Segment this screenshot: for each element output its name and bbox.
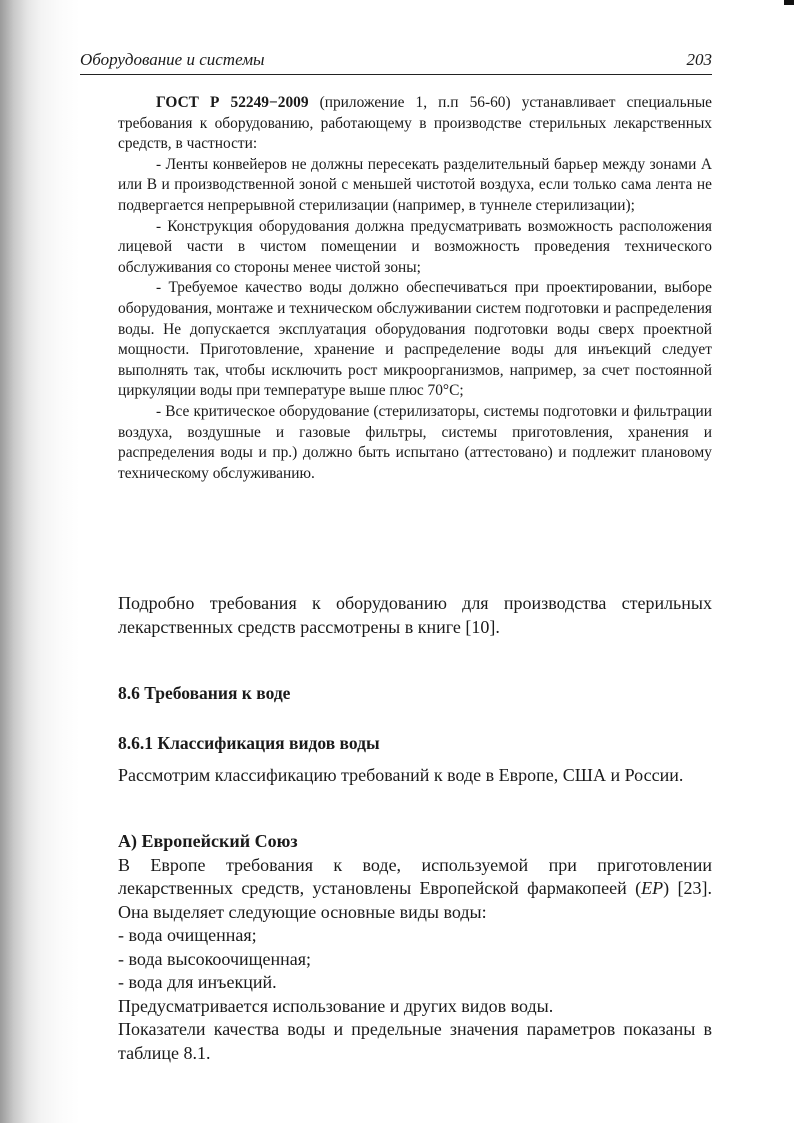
gost-item-design: - Конструкция оборудования должна предусматривать возможность расположения лицевой части в чистом помещении и возможность проведения технического обслуживания со стороны менее чистой зоны; [118, 217, 712, 276]
gost-block [118, 93, 712, 484]
gost-reference: ГОСТ Р 52249−2009 [156, 94, 309, 111]
section-8-6-1-heading: 8.6.1 Классификация видов воды [118, 733, 380, 753]
table-reference-sentence: Показатели качества воды и предельные значения параметров показаны в таблице 8.1. [118, 1019, 712, 1063]
section-8-6-heading: 8.6 Требования к воде [118, 683, 291, 703]
detail-paragraph: Подробно требования к оборудованию для производства стерильных лекарственных средств рассмотрены в книге [10]. [118, 593, 712, 637]
running-head-title: Оборудование и системы [80, 50, 265, 69]
page-number: 203 [686, 50, 712, 69]
eu-intro-text-a: В Европе требования к воде, используемой при приготовлении лекарственных средств, установлены Европейской фармакопеей ( [118, 854, 712, 898]
gost-item-conveyors: - Ленты конвейеров не должны пересекать разделительный барьер между зонами А или В и производственной зоной с меньшей чистотой воздуха, если только сама лента не подвергается непрерывной стерилизации (например, в туннеле стерилизации); [118, 155, 712, 214]
eu-intro-text-b: ) [23]. Она выделяет следующие основные виды воды: [118, 878, 712, 922]
detail-paragraph-block [118, 592, 712, 639]
ep-abbrev: EP [641, 878, 664, 898]
scan-corner-mark [784, 0, 794, 5]
header-rule [80, 74, 712, 75]
water-type-item: - вода для инъекций. [118, 972, 277, 992]
gost-intro-text: (приложение 1, п.п 56-60) устанавливает специальные требования к оборудованию, работающему в производстве стерильных лекарственных средств, в частности: [118, 94, 712, 153]
classification-intro: Рассмотрим классификацию требований к воде в Европе, США и России. [118, 765, 684, 785]
classification-intro-block [118, 764, 712, 788]
gost-item-water-quality: - Требуемое качество воды должно обеспечиваться при проектировании, выборе оборудования, монтаже и техническом обслуживании систем подготовки и распределения воды. Не допускается эксплуатация оборудования подготовки воды сверх проектной мощности. Приготовление, хранение и распределение воды для инъекций следует выполнять так, чтобы исключить рост микроорганизмов, например, за счет постоянной циркуляции воды при температуре выше плюс 70°С; [118, 279, 712, 400]
running-head [80, 50, 712, 72]
gost-intro-paragraph [118, 93, 712, 155]
eu-heading: А) Европейский Союз [118, 831, 298, 851]
eu-section [118, 830, 712, 1065]
other-types-sentence: Предусматривается использование и других видов воды. [118, 995, 554, 1016]
gost-item-critical-equipment: - Все критическое оборудование (стерилизаторы, системы подготовки и фильтрации воздуха, воздушные и газовые фильтры, системы приготовления, хранения и распределения воды и пр.) должно быть испытано (аттестовано) и подлежит плановому техническому обслуживанию. [118, 402, 712, 482]
water-type-item: - вода очищенная; [118, 925, 257, 945]
water-type-item: - вода высокоочищенная; [118, 948, 312, 969]
eu-intro [118, 854, 712, 925]
